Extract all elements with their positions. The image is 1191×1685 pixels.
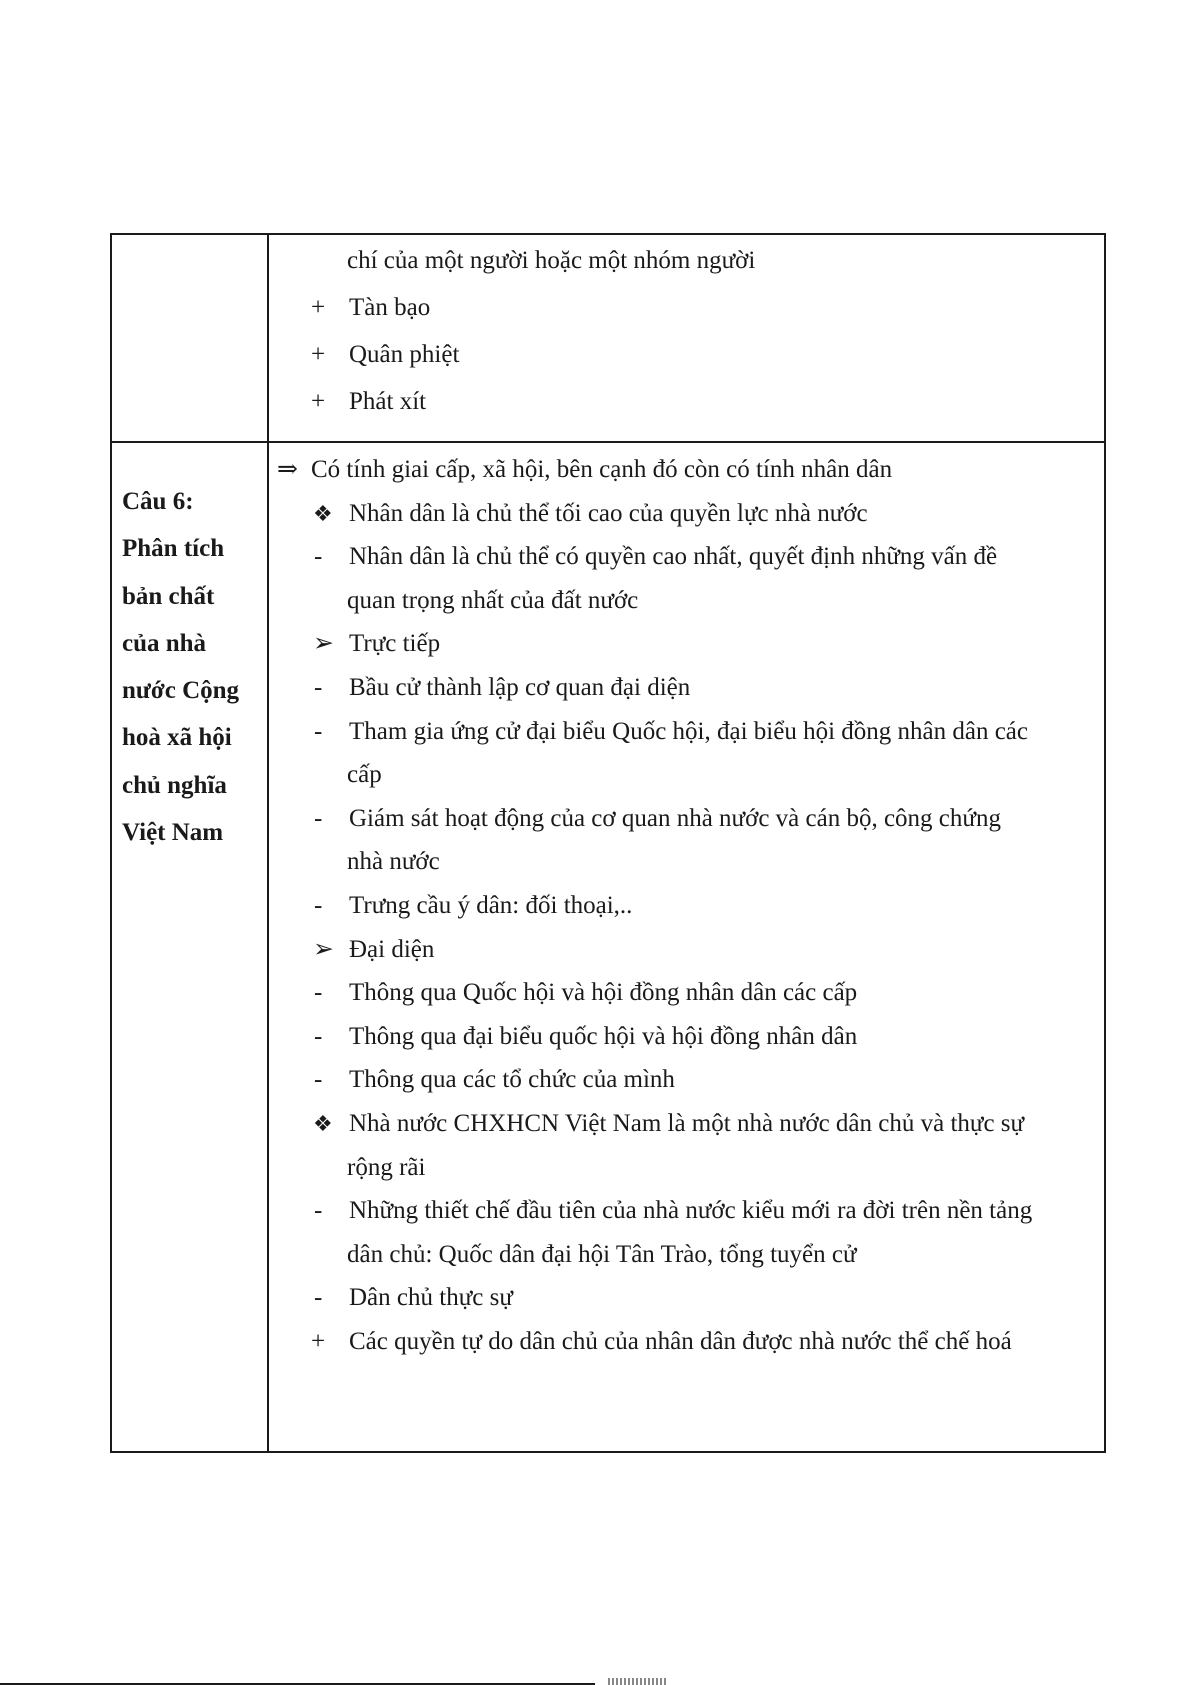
content-line [269,622,1098,666]
dash-bullet: - [314,1022,323,1050]
line-text: rộng rãi [347,1153,426,1181]
plus-bullet: + [311,294,326,321]
line-text: Tàn bạo [349,294,431,321]
arrowhead-bullet-icon: ➢ [313,935,334,963]
content-line [269,1146,1098,1190]
content-line [269,666,1098,710]
line-text: Tham gia ứng cử đại biểu Quốc hội, đại biểu hội đồng nhân dân các [349,717,1028,745]
table-row [111,442,1105,1452]
line-text: cấp [347,761,382,789]
content-line [269,535,1098,579]
content-line [269,492,1098,536]
content-line [269,928,1098,972]
content-line [269,1015,1098,1059]
content-line [269,448,1098,492]
content-line [269,884,1098,928]
content-line [269,1276,1098,1320]
footer-mark [608,1678,668,1685]
line-text: Nhân dân là chủ thể có quyền cao nhất, quyết định những vấn đề [349,543,998,571]
arrowhead-bullet-icon: ➢ [313,630,334,658]
question-label-line: của nhà [122,629,207,657]
content-line [269,1320,1098,1364]
answer-cell [268,234,1105,442]
line-text: Phát xít [349,388,427,415]
question-cell [111,442,268,1452]
line-text: Trực tiếp [349,630,441,658]
dash-bullet: - [314,979,323,1007]
line-text: Nhân dân là chủ thể tối cao của quyền lực nhà nước [349,499,868,527]
content-line [269,237,1098,284]
line-text: Thông qua các tổ chức của mình [349,1066,675,1094]
line-text: nhà nước [347,848,440,876]
line-text: dân chủ: Quốc dân đại hội Tân Trào, tổng tuyển cử [347,1240,857,1268]
question-cell-empty [111,234,268,442]
dash-bullet: - [314,1197,323,1225]
line-text: chí của một người hoặc một nhóm người [347,247,756,274]
question-label-line: chủ nghĩa [122,771,227,799]
line-text: Thông qua đại biểu quốc hội và hội đồng nhân dân [349,1022,858,1050]
content-line [269,284,1098,331]
line-text: Thông qua Quốc hội và hội đồng nhân dân các cấp [349,979,858,1007]
line-text: quan trọng nhất của đất nước [347,586,639,614]
diamond-bullet-icon: ❖ [313,500,333,526]
content-line [269,1189,1098,1233]
line-text: Các quyền tự do dân chủ của nhân dân được nhà nước thể chế hoá [349,1327,1012,1355]
line-text: Nhà nước CHXHCN Việt Nam là một nhà nước dân chủ và thực sự [349,1109,1025,1137]
line-text: Những thiết chế đầu tiên của nhà nước kiểu mới ra đời trên nền tảng [349,1197,1033,1225]
line-text: Đại diện [349,935,435,963]
content-line [269,797,1098,841]
content-line [269,1102,1098,1146]
plus-bullet: + [311,341,326,368]
question-label-line: Câu 6: [122,488,194,515]
diamond-bullet-icon: ❖ [313,1110,333,1136]
table-row [111,234,1105,442]
line-text: Bầu cử thành lập cơ quan đại diện [349,673,691,701]
document-table [110,233,1106,1453]
dash-bullet: - [314,673,323,701]
dash-bullet: - [314,1066,323,1094]
line-text: Quân phiệt [349,341,460,368]
question-label-line: Việt Nam [122,819,224,847]
dash-bullet: - [314,1284,323,1312]
question-label-line: bản chất [122,582,215,610]
answer-cell [268,442,1105,1452]
question-label-line: hoà xã hội [122,724,232,752]
content-line [269,753,1098,797]
dash-bullet: - [314,543,323,571]
plus-bullet: + [311,388,326,415]
dash-bullet: - [314,717,323,745]
dash-bullet: - [314,804,323,832]
line-text: Trưng cầu ý dân: đối thoại,.. [349,891,633,919]
question-label-line: nước Cộng [122,677,240,705]
content-line [269,378,1098,425]
line-text: Có tính giai cấp, xã hội, bên cạnh đó còn có tính nhân dân [311,456,893,483]
content-line [269,1058,1098,1102]
content-line [269,579,1098,623]
content-line [269,840,1098,884]
content-line [269,710,1098,754]
line-text: Dân chủ thực sự [349,1284,513,1312]
content-line [269,971,1098,1015]
implies-arrow-icon: ⇒ [277,456,298,483]
plus-bullet: + [311,1327,326,1355]
content-line [269,1233,1098,1277]
content-line [269,331,1098,378]
dash-bullet: - [314,891,323,919]
line-text: Giám sát hoạt động của cơ quan nhà nước và cán bộ, công chứng [349,804,1001,832]
question-label-line: Phân tích [122,535,225,563]
